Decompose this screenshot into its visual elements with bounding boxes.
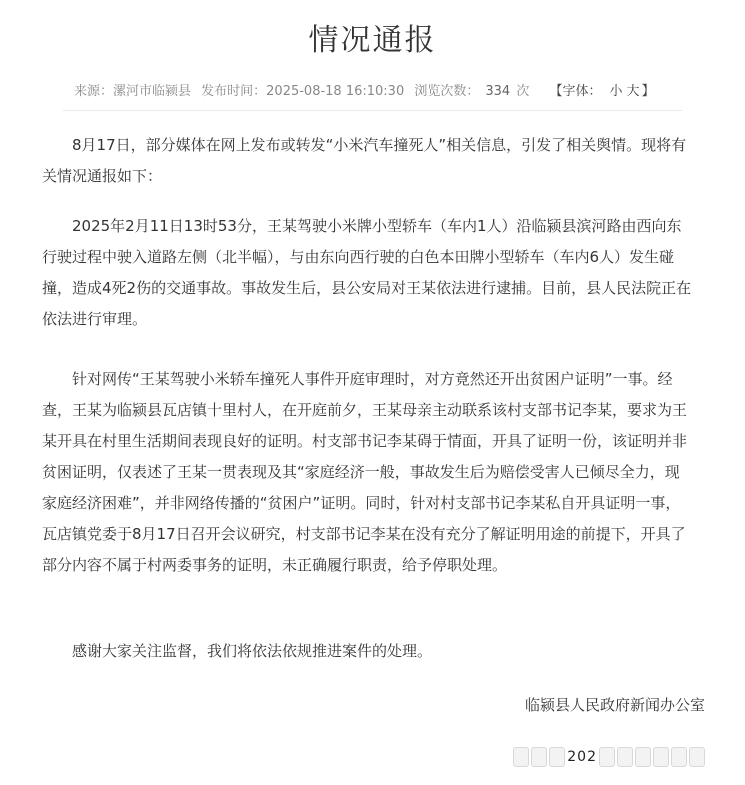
page-title: 情况通报 bbox=[308, 23, 437, 58]
redaction-block bbox=[531, 747, 547, 767]
paragraph-intro: 8月17日，部分媒体在网上发布或转发“小米汽车撞死人”相关信息，引发了相关舆情。现将有关情况通报如下： bbox=[42, 136, 687, 185]
paragraph-investigation: 针对网传“王某驾驶小米轿车撞死人事件开庭审理时，对方竟然还开出贫困户证明”一事。经查，王某为临颍县瓦店镇十里村人，在开庭前夕，王某母亲主动联系该村支部书记李某，要求为王某开具在村里生活期间表现良好的证明。村支部书记李某碍于情面，开具了证明一份，该证明并非贫困证明，仅表述了王某一贯表现及其“家庭经济一般，事故发生后为赔偿受害人已倾尽全力，现家庭经济困难”，并非网络传播的“贫困户”证明。同时，针对村支部书记李某私自开具证明一事，瓦店镇党委于8月17日召开会议研究，村支部书记李某在没有充分了解证明用途的前提下，开具了部分内容不属于村两委事务的证明，未正确履行职责，给予停职处理。 bbox=[42, 370, 688, 574]
redaction-block bbox=[653, 747, 669, 767]
views-label: 浏览次数： bbox=[414, 84, 480, 99]
divider bbox=[63, 110, 682, 111]
publish-time: 发布时间：2025-08-18 16:10:30 bbox=[201, 84, 405, 99]
article-meta bbox=[74, 83, 667, 101]
paragraph-thanks: 感谢大家关注监督，我们将依法依规推进案件的处理。 bbox=[72, 642, 433, 660]
date-partial: 202 bbox=[567, 749, 597, 765]
redaction-block bbox=[549, 747, 565, 767]
font-large-link[interactable]: 大 bbox=[626, 84, 640, 99]
font-small-link[interactable]: 小 bbox=[609, 84, 623, 99]
redaction-block bbox=[599, 747, 615, 767]
date-stamp bbox=[513, 744, 705, 770]
redaction-block bbox=[617, 747, 633, 767]
source-label: 来源：漯河市临颍县 bbox=[74, 84, 192, 99]
views-unit: 次 bbox=[516, 84, 530, 99]
redaction-block bbox=[689, 747, 705, 767]
paragraph-accident: 2025年2月11日13时53分，王某驾驶小米牌小型轿车（车内1人）沿临颍县滨河路由西向东行驶过程中驶入道路左侧（北半幅），与由东向西行驶的白色本田牌小型轿车（车内6人）发生碰撞，造成4死2伤的交通事故。事故发生后，县公安局对王某依法进行逮捕。目前，县人民法院正在依法进行审理。 bbox=[42, 217, 692, 328]
redaction-block bbox=[513, 747, 529, 767]
redaction-block bbox=[635, 747, 651, 767]
issuer-signature: 临颍县人民政府新闻办公室 bbox=[524, 696, 705, 714]
redaction-block bbox=[671, 747, 687, 767]
views-count: 334 bbox=[485, 84, 511, 99]
font-size-toggle: 【字体： 小 大 】 bbox=[549, 84, 655, 99]
